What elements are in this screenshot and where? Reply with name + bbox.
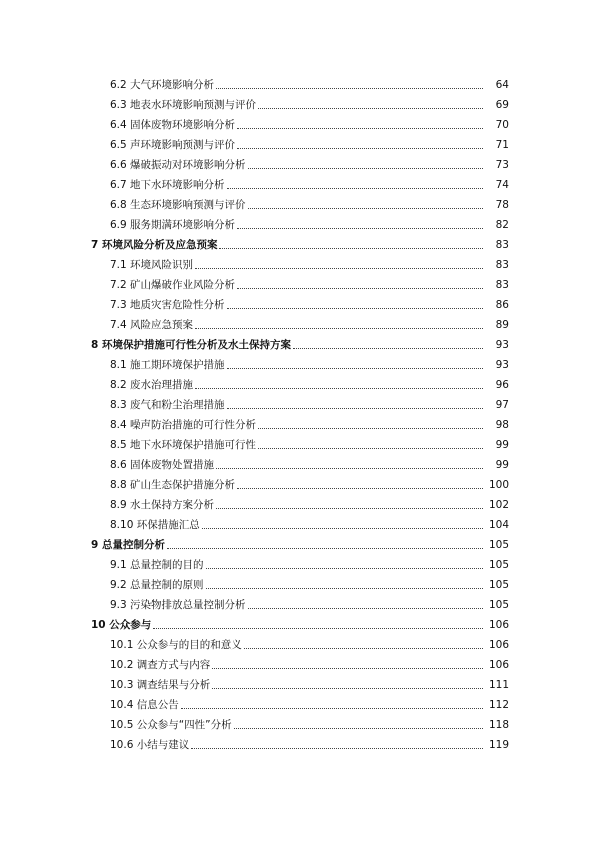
toc-entry-title: 10.4 信息公告	[110, 699, 179, 711]
toc-chapter-entry[interactable]	[0, 232, 595, 252]
toc-entry-page: 98	[495, 419, 509, 431]
toc-entry[interactable]	[0, 412, 595, 432]
toc-entry[interactable]	[0, 112, 595, 132]
toc-entry[interactable]	[0, 672, 595, 692]
toc-entry[interactable]	[0, 172, 595, 192]
toc-entry[interactable]	[0, 572, 595, 592]
toc-entry-page: 105	[488, 579, 509, 591]
toc-entry-title: 8.6 固体废物处置措施	[110, 459, 215, 471]
toc-dot-leader	[195, 388, 483, 389]
toc-entry[interactable]	[0, 272, 595, 292]
toc-entry-title: 9.1 总量控制的目的	[110, 559, 204, 571]
toc-dot-leader	[206, 588, 483, 589]
toc-entry-page: 93	[495, 359, 509, 371]
toc-dot-leader	[244, 648, 483, 649]
toc-entry-page: 99	[495, 439, 509, 451]
toc-entry-page: 82	[495, 219, 509, 231]
toc-dot-leader	[227, 408, 483, 409]
table-of-contents	[0, 72, 595, 752]
toc-entry[interactable]	[0, 92, 595, 112]
toc-entry-page: 73	[495, 159, 509, 171]
toc-entry-page: 112	[488, 699, 509, 711]
toc-entry-page: 83	[495, 259, 509, 271]
toc-entry-title: 7.2 矿山爆破作业风险分析	[110, 279, 236, 291]
toc-entry-page: 74	[495, 179, 509, 191]
toc-entry-title: 9 总量控制分析	[91, 539, 165, 551]
toc-entry[interactable]	[0, 492, 595, 512]
toc-entry[interactable]	[0, 432, 595, 452]
toc-entry-page: 78	[495, 199, 509, 211]
toc-dot-leader	[167, 548, 483, 549]
toc-entry[interactable]	[0, 392, 595, 412]
toc-dot-leader	[191, 748, 483, 749]
toc-entry-page: 83	[495, 279, 509, 291]
toc-dot-leader	[237, 228, 483, 229]
toc-entry-page: 105	[488, 599, 509, 611]
toc-entry-title: 7 环境风险分析及应急预案	[91, 239, 218, 251]
toc-entry-page: 99	[495, 459, 509, 471]
toc-entry-title: 10.2 调查方式与内容	[110, 659, 211, 671]
toc-entry-title: 8.2 废水治理措施	[110, 379, 194, 391]
toc-entry-page: 71	[495, 139, 509, 151]
toc-entry-title: 8.9 水土保持方案分析	[110, 499, 215, 511]
toc-entry-title: 9.3 污染物排放总量控制分析	[110, 599, 246, 611]
toc-entry-page: 97	[495, 399, 509, 411]
toc-entry-title: 8.1 施工期环境保护措施	[110, 359, 225, 371]
toc-entry-title: 8 环境保护措施可行性分析及水土保持方案	[91, 339, 291, 351]
toc-dot-leader	[237, 128, 483, 129]
toc-entry-page: 111	[488, 679, 509, 691]
toc-entry-title: 7.3 地质灾害危险性分析	[110, 299, 225, 311]
toc-dot-leader	[248, 208, 483, 209]
toc-entry-page: 102	[488, 499, 509, 511]
toc-dot-leader	[195, 328, 483, 329]
toc-entry[interactable]	[0, 452, 595, 472]
toc-entry[interactable]	[0, 652, 595, 672]
toc-dot-leader	[219, 248, 483, 249]
toc-dot-leader	[212, 668, 483, 669]
toc-entry-page: 118	[488, 719, 509, 731]
toc-entry-title: 8.8 矿山生态保护措施分析	[110, 479, 236, 491]
toc-entry-title: 6.3 地表水环境影响预测与评价	[110, 99, 257, 111]
toc-entry-title: 9.2 总量控制的原则	[110, 579, 204, 591]
toc-entry[interactable]	[0, 712, 595, 732]
toc-entry-title: 6.8 生态环境影响预测与评价	[110, 199, 246, 211]
toc-dot-leader	[258, 448, 483, 449]
toc-dot-leader	[212, 688, 483, 689]
toc-entry-title: 7.1 环境风险识别	[110, 259, 194, 271]
toc-entry-title: 6.9 服务期满环境影响分析	[110, 219, 236, 231]
toc-entry-title: 8.3 废气和粉尘治理措施	[110, 399, 225, 411]
toc-entry-page: 100	[488, 479, 509, 491]
toc-entry-page: 106	[488, 619, 509, 631]
toc-entry-title: 6.7 地下水环境影响分析	[110, 179, 225, 191]
toc-entry[interactable]	[0, 212, 595, 232]
toc-entry[interactable]	[0, 352, 595, 372]
toc-entry-title: 8.5 地下水环境保护措施可行性	[110, 439, 257, 451]
toc-entry[interactable]	[0, 72, 595, 92]
toc-chapter-entry[interactable]	[0, 532, 595, 552]
toc-dot-leader	[248, 168, 483, 169]
toc-entry-title: 6.6 爆破振动对环境影响分析	[110, 159, 246, 171]
toc-entry-title: 8.4 噪声防治措施的可行性分析	[110, 419, 257, 431]
toc-dot-leader	[234, 728, 483, 729]
toc-entry[interactable]	[0, 192, 595, 212]
toc-entry[interactable]	[0, 312, 595, 332]
toc-entry[interactable]	[0, 512, 595, 532]
toc-entry-title: 7.4 风险应急预案	[110, 319, 194, 331]
toc-entry-page: 96	[495, 379, 509, 391]
toc-entry-page: 106	[488, 639, 509, 651]
toc-entry-title: 8.10 环保措施汇总	[110, 519, 200, 531]
toc-dot-leader	[227, 308, 483, 309]
toc-entry-page: 69	[495, 99, 509, 111]
toc-entry-page: 64	[495, 79, 509, 91]
toc-dot-leader	[293, 348, 483, 349]
toc-entry-title: 10.3 调查结果与分析	[110, 679, 211, 691]
toc-entry-title: 6.4 固体废物环境影响分析	[110, 119, 236, 131]
toc-chapter-entry[interactable]	[0, 332, 595, 352]
toc-entry[interactable]	[0, 692, 595, 712]
toc-dot-leader	[202, 528, 483, 529]
toc-entry[interactable]	[0, 372, 595, 392]
toc-entry-page: 119	[488, 739, 509, 751]
toc-entry-page: 105	[488, 559, 509, 571]
toc-entry[interactable]	[0, 132, 595, 152]
toc-dot-leader	[227, 368, 483, 369]
toc-entry[interactable]	[0, 152, 595, 172]
toc-entry-title: 10 公众参与	[91, 619, 152, 631]
toc-entry-page: 106	[488, 659, 509, 671]
toc-entry-page: 86	[495, 299, 509, 311]
toc-dot-leader	[258, 428, 483, 429]
toc-entry-title: 10.1 公众参与的目的和意义	[110, 639, 242, 651]
toc-dot-leader	[248, 608, 483, 609]
toc-entry-page: 105	[488, 539, 509, 551]
toc-entry[interactable]	[0, 472, 595, 492]
toc-dot-leader	[181, 708, 483, 709]
toc-dot-leader	[195, 268, 483, 269]
toc-dot-leader	[237, 288, 483, 289]
toc-entry[interactable]	[0, 252, 595, 272]
toc-chapter-entry[interactable]	[0, 612, 595, 632]
toc-entry-title: 10.5 公众参与“四性”分析	[110, 719, 232, 731]
toc-entry[interactable]	[0, 592, 595, 612]
toc-dot-leader	[258, 108, 483, 109]
toc-entry[interactable]	[0, 632, 595, 652]
toc-entry[interactable]	[0, 732, 595, 752]
toc-dot-leader	[153, 628, 483, 629]
toc-entry-title: 10.6 小结与建议	[110, 739, 190, 751]
toc-dot-leader	[216, 468, 483, 469]
toc-dot-leader	[206, 568, 483, 569]
toc-entry-page: 93	[495, 339, 509, 351]
toc-entry-page: 89	[495, 319, 509, 331]
toc-dot-leader	[216, 88, 483, 89]
toc-entry[interactable]	[0, 292, 595, 312]
toc-dot-leader	[237, 148, 483, 149]
toc-entry-page: 70	[495, 119, 509, 131]
toc-entry-page: 83	[495, 239, 509, 251]
toc-dot-leader	[227, 188, 483, 189]
toc-entry-title: 6.5 声环境影响预测与评价	[110, 139, 236, 151]
toc-entry-page: 104	[488, 519, 509, 531]
toc-dot-leader	[216, 508, 483, 509]
toc-entry-title: 6.2 大气环境影响分析	[110, 79, 215, 91]
toc-dot-leader	[237, 488, 483, 489]
toc-entry[interactable]	[0, 552, 595, 572]
